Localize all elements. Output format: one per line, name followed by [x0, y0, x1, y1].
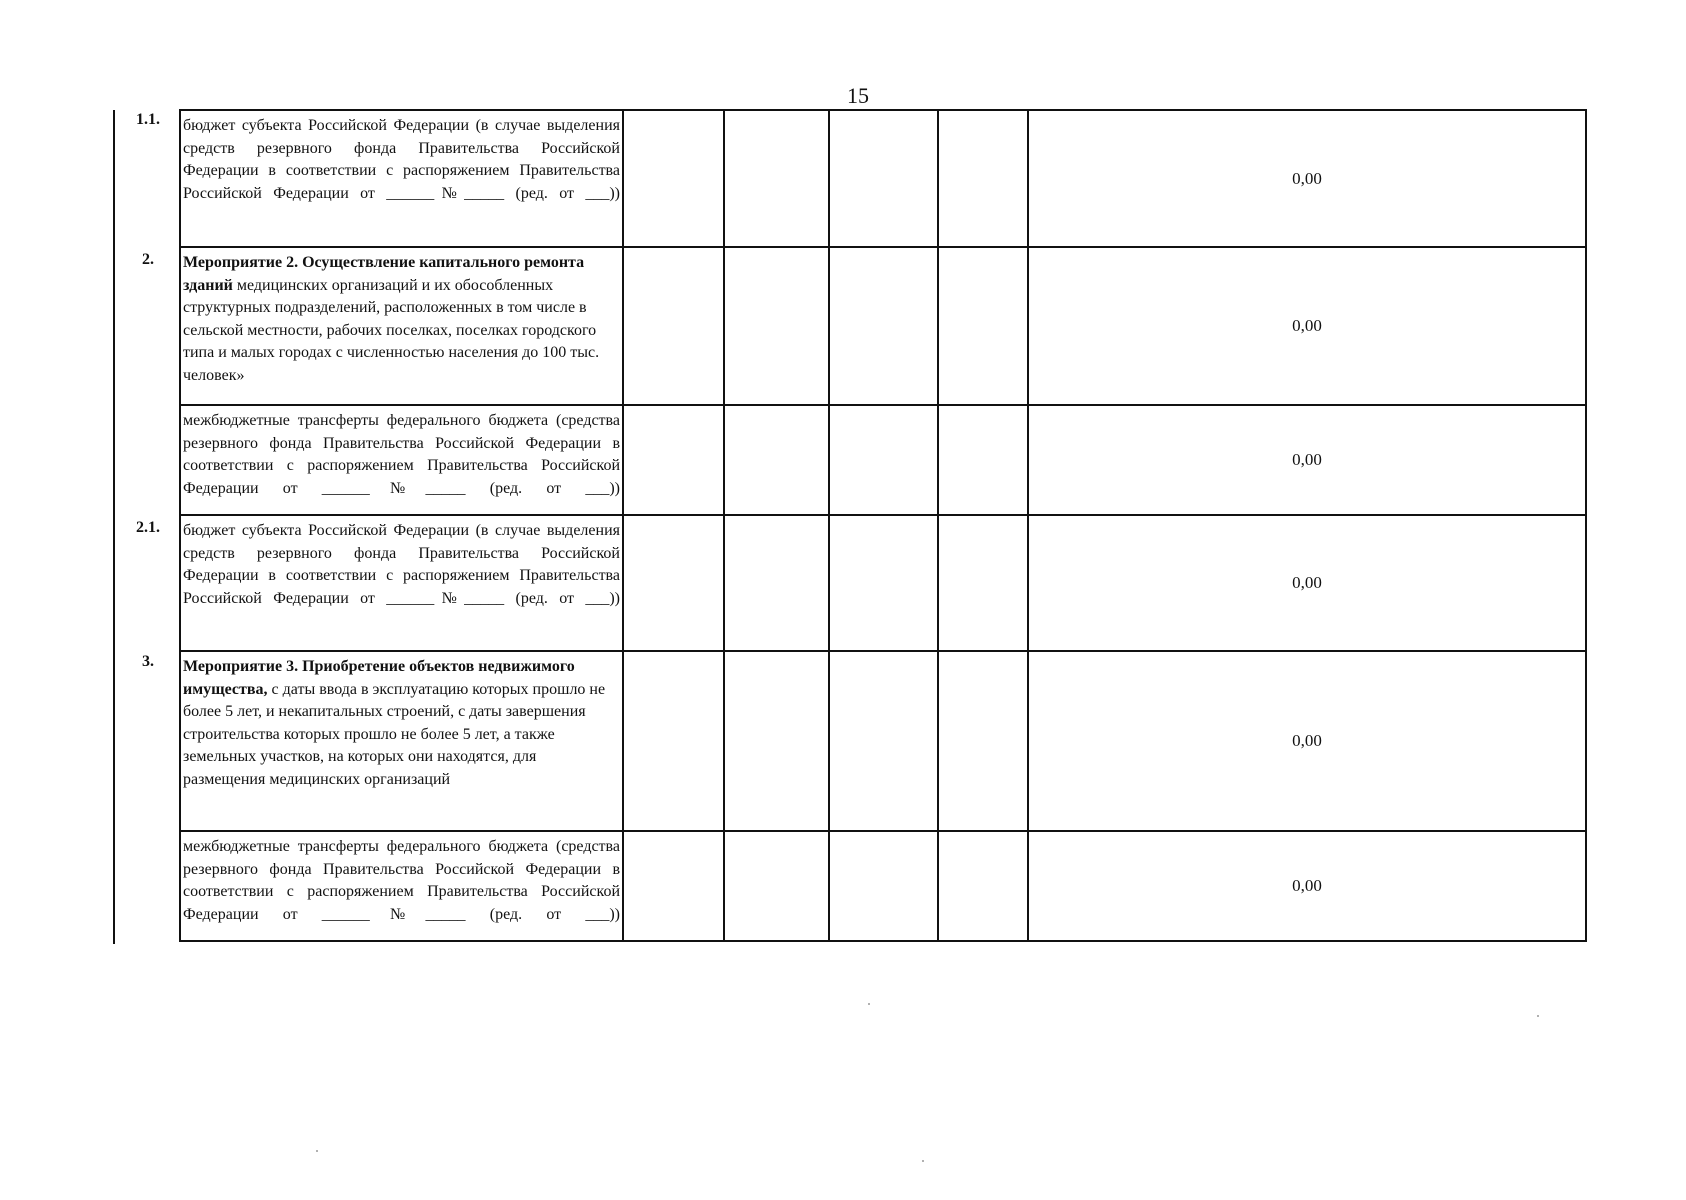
- amount-cell: 0,00: [1028, 110, 1586, 247]
- table-row: [180, 405, 1586, 515]
- empty-cell: [623, 515, 724, 651]
- empty-cell: [938, 831, 1028, 941]
- row-description: [180, 651, 623, 831]
- empty-cell: [938, 651, 1028, 831]
- empty-cell: [724, 651, 829, 831]
- amount-cell: 0,00: [1028, 831, 1586, 941]
- empty-cell: [724, 515, 829, 651]
- page-number: 15: [847, 83, 869, 108]
- row-number: 1.1.: [136, 111, 160, 128]
- empty-cell: [724, 405, 829, 515]
- row-description: бюджет субъекта Российской Федерации (в случае выделения средств резервного фонда Правительства Российской Федерации в соответствии с распоряжением Правительства Российской Федерации от ______№_____ (ред. от ___)): [180, 515, 623, 651]
- empty-cell: [623, 831, 724, 941]
- empty-cell: [829, 110, 938, 247]
- table-row: [180, 110, 1586, 247]
- amount-cell: 0,00: [1028, 405, 1586, 515]
- amount-cell: 0,00: [1028, 651, 1586, 831]
- row-description: бюджет субъекта Российской Федерации (в случае выделения средств резервного фонда Правительства Российской Федерации в соответствии с распоряжением Правительства Российской Федерации от ______№_____ (ред. от ___)): [180, 110, 623, 247]
- table-row: [180, 515, 1586, 651]
- empty-cell: [623, 405, 724, 515]
- empty-cell: [724, 247, 829, 405]
- empty-cell: [938, 515, 1028, 651]
- empty-cell: [829, 515, 938, 651]
- row-number: 2.: [142, 251, 154, 268]
- empty-cell: [623, 651, 724, 831]
- activity-title: Мероприятие 2. Осуществление капитального ремонта зданий: [183, 254, 585, 294]
- table-row: [180, 831, 1586, 941]
- empty-cell: [829, 247, 938, 405]
- empty-cell: [938, 247, 1028, 405]
- scan-speck: [922, 1160, 924, 1162]
- activity-text: медицинских организаций и их обособленных структурных подразделений, расположенных в том числе в сельской местности, рабочих поселках, поселках городского типа и малых городах с численностью населения до 100 тыс. человек»: [183, 276, 600, 384]
- empty-cell: [829, 651, 938, 831]
- empty-cell: [623, 110, 724, 247]
- row-number: 3.: [142, 653, 154, 670]
- left-border-rule: [113, 110, 115, 944]
- empty-cell: [938, 405, 1028, 515]
- row-description: межбюджетные трансферты федерального бюджета (средства резервного фонда Правительства Российской Федерации в соответствии с распоряжением Правительства Российской Федерации от ______№_____ (ред. от ___)): [180, 831, 623, 941]
- table-row: [180, 651, 1586, 831]
- empty-cell: [829, 831, 938, 941]
- scan-speck: [316, 1150, 318, 1152]
- funding-table: [179, 109, 1587, 942]
- row-description: межбюджетные трансферты федерального бюджета (средства резервного фонда Правительства Российской Федерации в соответствии с распоряжением Правительства Российской Федерации от ______№_____ (ред. от ___)): [180, 405, 623, 515]
- row-description: [180, 247, 623, 405]
- activity-text: с даты ввода в эксплуатацию которых прошло не более 5 лет, и некапитальных строений, с даты завершения строительства которых прошло не более 5 лет, а также земельных участков, на которых они находятся, для размещения медицинских организаций: [183, 680, 606, 788]
- amount-cell: 0,00: [1028, 247, 1586, 405]
- scan-speck: [1537, 1015, 1539, 1017]
- activity-title: Мероприятие 3. Приобретение объектов недвижимого имущества,: [183, 658, 575, 698]
- amount-cell: 0,00: [1028, 515, 1586, 651]
- empty-cell: [724, 831, 829, 941]
- empty-cell: [938, 110, 1028, 247]
- table-row: [180, 247, 1586, 405]
- empty-cell: [623, 247, 724, 405]
- row-number: 2.1.: [136, 519, 160, 536]
- empty-cell: [724, 110, 829, 247]
- scan-speck: [868, 1003, 870, 1005]
- empty-cell: [829, 405, 938, 515]
